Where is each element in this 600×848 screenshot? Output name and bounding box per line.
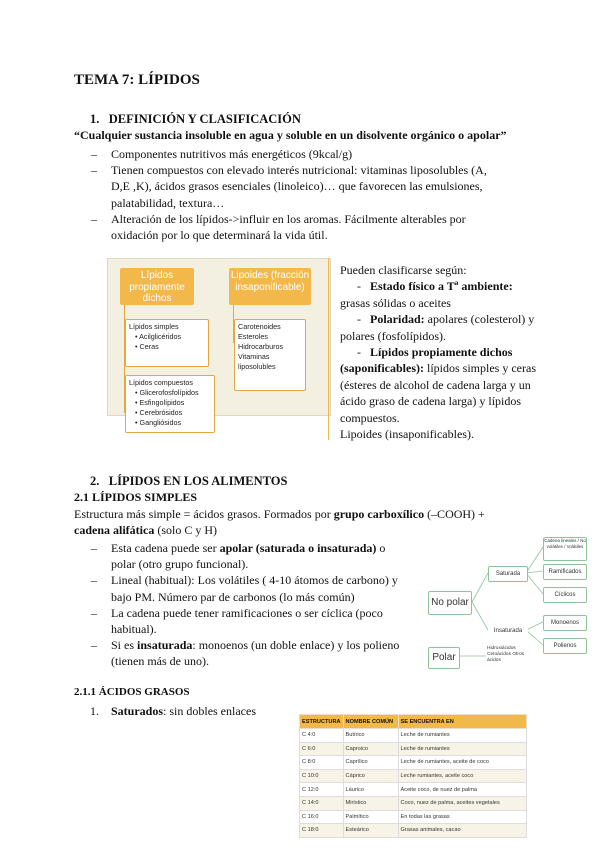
node-lineales: Cadena lineales / No volátiles / Volátiles [543, 537, 587, 561]
section1-bullets [91, 146, 491, 243]
saturados-item: 1. Saturados: sin dobles enlaces [90, 704, 256, 718]
node-polienos: Polienos [543, 638, 587, 654]
lipid-classification-diagram [107, 258, 331, 427]
box-lipidos-compuestos [125, 375, 215, 433]
table-row: C 6:0 Caproico Leche de rumiantes [300, 742, 527, 756]
table-row: C 10:0 Cáprico Leche rumiantes, aceite coco [300, 769, 527, 783]
page-title: TEMA 7: LÍPIDOS [74, 72, 200, 88]
bullet-lineal: – Lineal (habitual): Los volátiles ( 4-10 átomos de carbono) y bajo PM. Número par de carbonos (lo más común) [91, 572, 407, 604]
bullet-nutritional: – Tienen compuestos con elevado interés nutricional: vitaminas liposolubles (A, D,E ,K), ácidos grasos esenciales (linoleico)… que favorecen las emulsiones, palatabilidad, textura… [91, 162, 491, 211]
classification-item4: Lipoides (insaponificables). [340, 427, 474, 442]
lipoid-item: Vitaminas liposolubles [238, 352, 276, 371]
table-row: C 18:0 Esteárico Grasas animales, cacao [300, 824, 527, 838]
table-row: C 4:0 Butírico Leche de rumiantes [300, 729, 527, 743]
section1-heading: 1. DEFINICIÓN Y CLASIFICACIÓN [90, 112, 301, 126]
box-lipoides-items [234, 319, 306, 391]
lipoid-item: Carotenoides [238, 322, 281, 331]
box-lipoides: Lipoides (fracción insaponificable) [229, 268, 311, 305]
section21-bullets [91, 540, 407, 670]
bullet-energy: – Componentes nutritivos más energéticos (9kcal/g) [91, 146, 491, 162]
compound-item: • Glicerofosfolípidos [135, 388, 211, 398]
classification-intro: Pueden clasificarse según: [340, 263, 467, 277]
node-polar-types: Hidroxiácidos Cetoácidos Otros ácidos [486, 645, 534, 669]
section211-heading: 2.1.1 ÁCIDOS GRASOS [74, 686, 190, 698]
section21-intro: Estructura más simple = ácidos grasos. Formados por grupo carboxílico (–COOH) + cadena alifática (solo C y H) [74, 507, 485, 538]
section2-heading: 2. LÍPIDOS EN LOS ALIMENTOS [90, 474, 288, 488]
classification-text [340, 262, 536, 442]
table-header-row [300, 715, 527, 729]
simple-item: • Ceras [135, 342, 205, 352]
table-row: C 16:0 Palmítico En todas las grasas [300, 810, 527, 824]
saturated-fatty-acids-table [299, 714, 527, 838]
table-row: C 8:0 Caprílico Leche de rumiantes, aceite de coco [300, 756, 527, 770]
table-header: NOMBRE COMÚN [343, 715, 398, 729]
bullet-alteration: – Alteración de los lípidos->influir en los aromas. Fácilmente alterables por oxidación por lo que determinará la vida útil. [91, 211, 491, 243]
lipoid-item: Esteroles [238, 332, 268, 341]
classification-item3: - Lípidos propiamente dichos (saponificables): lípidos simples y ceras (ésteres de alcohol de cadena larga y un ácido graso de cadena larga) y lípidos compuestos. [340, 345, 536, 425]
node-insaturada: Insaturada [488, 624, 528, 638]
table-header: ESTRUCTURA [300, 715, 344, 729]
divider-line [328, 258, 329, 440]
table-row: C 12:0 Láurico Aceite coco, de nuez de palma [300, 783, 527, 797]
bullet-insaturada: – Si es insaturada: monoenos (un doble enlace) y los polieno (tienen más de uno). [91, 637, 407, 669]
node-polar: Polar [428, 647, 460, 669]
table-header: SE ENCUENTRA EN [398, 715, 526, 729]
compound-item: • Gangliósidos [135, 418, 211, 428]
bullet-ramificaciones: – La cadena puede tener ramificaciones o ser cíclica (poco habitual). [91, 605, 407, 637]
classification-item2: - Polaridad: apolares (colesterol) y polares (fosfolípidos). [340, 312, 535, 343]
node-saturada: Saturada [488, 566, 528, 582]
simple-item: • Acilglicéridos [135, 332, 205, 342]
node-monoenos: Monoenos [543, 615, 587, 631]
node-no-polar: No polar [428, 591, 472, 615]
lipoid-item: Hidrocarburos [238, 342, 284, 351]
compound-title: Lípidos compuestos [129, 378, 193, 387]
bullet-cadena: – Esta cadena puede ser apolar (saturada o insaturada) o polar (otro grupo funcional). [91, 540, 407, 572]
definition-quote: “Cualquier sustancia insoluble en agua y soluble en un disolvente orgánico o apolar” [74, 128, 507, 142]
simple-title: Lípidos simples [129, 322, 179, 331]
compound-item: • Cerebrósidos [135, 408, 211, 418]
classification-item1: - Estado físico a Tª ambiente: grasas sólidas o aceites [340, 279, 513, 310]
compound-item: • Esfingolípidos [135, 398, 211, 408]
section21-heading: 2.1 LÍPIDOS SIMPLES [74, 490, 198, 504]
node-ciclicos: Cíclicos [543, 587, 587, 603]
polarity-tree-diagram [428, 535, 588, 667]
table-row: C 14:0 Mirístico Coco, nuez de palma, aceites vegetales [300, 796, 527, 810]
box-lipidos-simples [125, 319, 209, 367]
node-ramificados: Ramificados [543, 564, 587, 580]
box-lipidos-propiamente: Lípidos propiamente dichos [120, 268, 194, 305]
